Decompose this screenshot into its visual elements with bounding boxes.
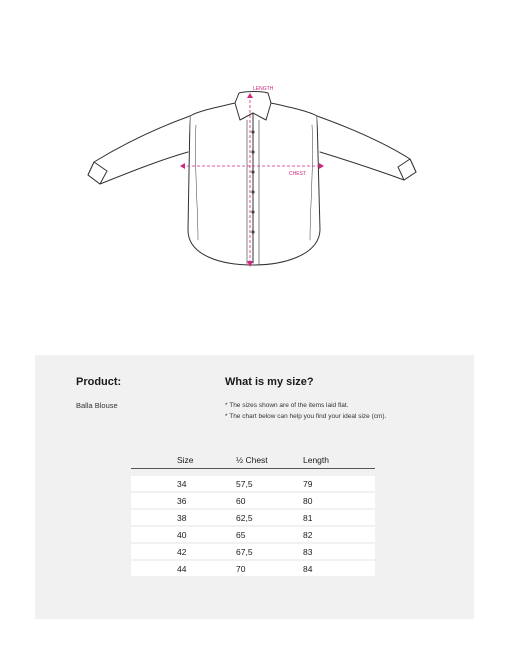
size-note-chart: * The chart below can help you find your ideal size (cm). <box>225 413 387 420</box>
table-row <box>131 510 375 525</box>
table-body <box>131 476 375 576</box>
cell-size: 36 <box>177 496 187 506</box>
cell-length: 83 <box>303 547 313 557</box>
cell-half-chest: 70 <box>236 564 246 574</box>
table-row <box>131 493 375 508</box>
header-size: Size <box>177 455 194 465</box>
cell-size: 40 <box>177 530 187 540</box>
header-half-chest: ½ Chest <box>236 455 268 465</box>
blouse-illustration <box>70 80 440 275</box>
cell-half-chest: 57,5 <box>236 479 253 489</box>
length-label: LENGTH <box>253 86 274 92</box>
cell-half-chest: 60 <box>236 496 246 506</box>
cell-length: 82 <box>303 530 313 540</box>
product-heading: Product: <box>76 376 122 388</box>
cell-half-chest: 62,5 <box>236 513 253 523</box>
cell-length: 81 <box>303 513 313 523</box>
size-info-panel <box>35 355 474 619</box>
header-length: Length <box>303 455 329 465</box>
table-row <box>131 561 375 576</box>
blouse-drawing <box>70 80 440 275</box>
cell-size: 42 <box>177 547 187 557</box>
cell-half-chest: 65 <box>236 530 246 540</box>
size-note-laid-flat: * The sizes shown are of the items laid flat. <box>225 402 349 409</box>
cell-length: 84 <box>303 564 313 574</box>
cell-length: 80 <box>303 496 313 506</box>
table-row <box>131 476 375 491</box>
cell-size: 34 <box>177 479 187 489</box>
table-row <box>131 544 375 559</box>
product-name: Balla Blouse <box>76 401 118 410</box>
cell-length: 79 <box>303 479 313 489</box>
cell-half-chest: 67,5 <box>236 547 253 557</box>
cell-size: 44 <box>177 564 187 574</box>
cell-size: 38 <box>177 513 187 523</box>
size-table <box>131 451 375 578</box>
table-row <box>131 527 375 542</box>
table-header <box>131 451 375 469</box>
chest-label: CHEST <box>289 171 306 177</box>
size-guide-heading: What is my size? <box>225 376 314 388</box>
